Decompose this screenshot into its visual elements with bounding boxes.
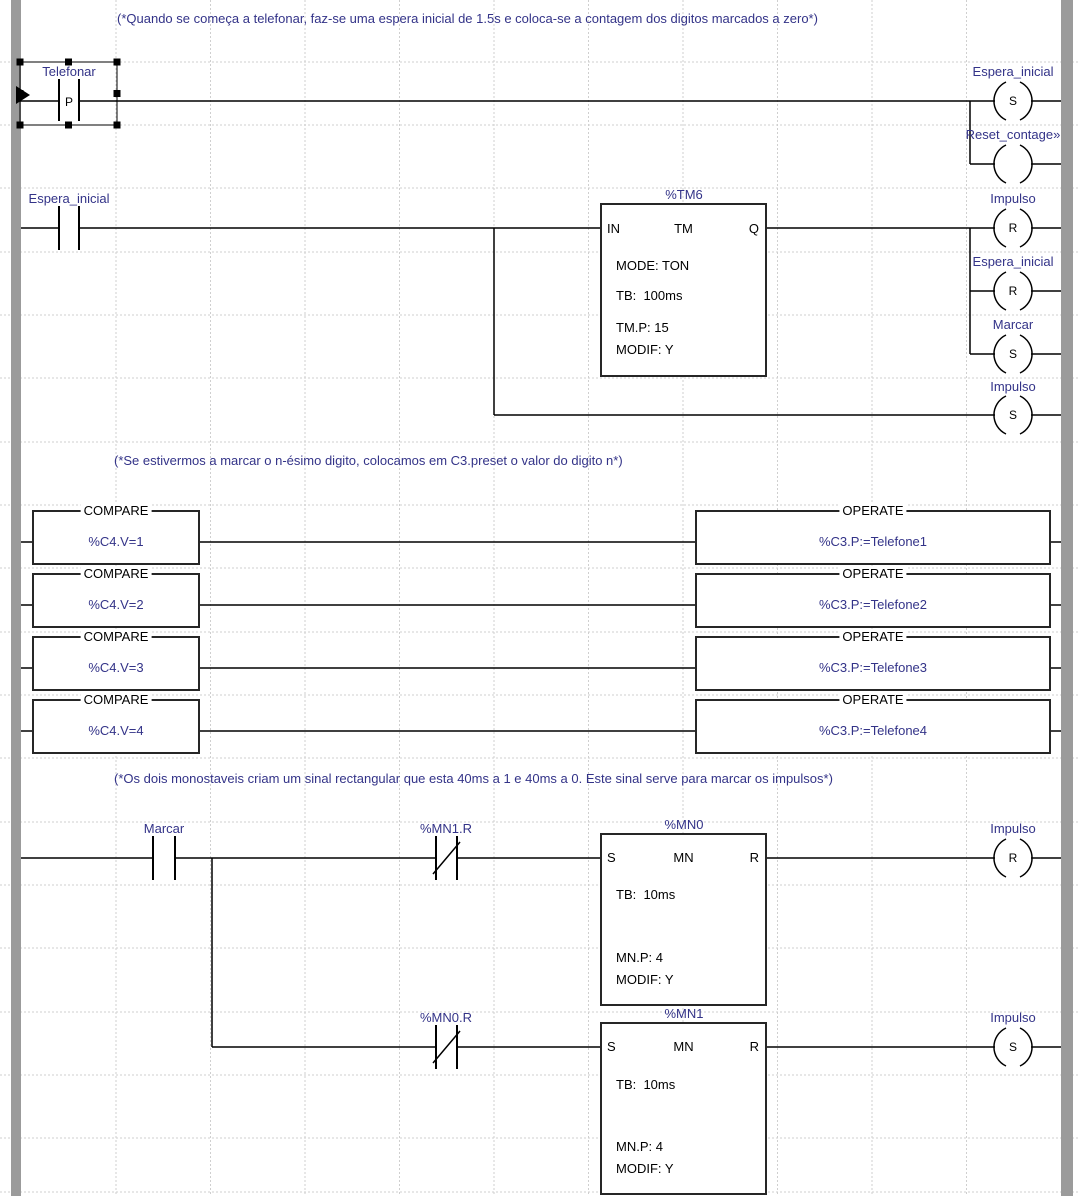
compare-operand: %C4.V=1 xyxy=(88,534,144,549)
compare-block[interactable] xyxy=(32,629,200,691)
operate-block[interactable] xyxy=(695,566,1051,628)
coil-label: Impulso xyxy=(990,379,1036,394)
coil-reset-contagem[interactable] xyxy=(994,145,1032,183)
coil-symbol: R xyxy=(1008,851,1018,865)
compare-operand: %C4.V=4 xyxy=(88,723,144,738)
block-title: %MN1 xyxy=(664,1006,704,1021)
compare-operand: %C4.V=3 xyxy=(88,660,144,675)
param-timebase: TB: 100ms xyxy=(616,288,683,303)
coil-label: Espera_inicial xyxy=(972,64,1054,79)
param-modif: MODIF: Y xyxy=(616,972,674,987)
coil-arc xyxy=(1020,839,1032,877)
contact-slash xyxy=(433,842,460,874)
param-mode: MODE: TON xyxy=(616,258,690,273)
coil-arc xyxy=(994,145,1006,183)
operate-operand: %C3.P:=Telefone4 xyxy=(818,723,928,738)
selection-handle[interactable] xyxy=(114,90,121,97)
coil-arc xyxy=(994,396,1006,434)
contact-label: %MN1.R xyxy=(419,821,473,836)
contact-label: Telefonar xyxy=(42,64,96,79)
operate-header: OPERATE xyxy=(839,629,906,645)
operate-block[interactable] xyxy=(695,692,1051,754)
coil-symbol: R xyxy=(1008,284,1018,298)
compare-operand: %C4.V=2 xyxy=(88,597,144,612)
coil-arc xyxy=(1020,82,1032,120)
selection-handle[interactable] xyxy=(17,59,24,66)
operate-header: OPERATE xyxy=(839,503,906,519)
coil-arc xyxy=(994,209,1006,247)
coil-symbol: S xyxy=(1008,1040,1018,1054)
pin-label-r: R xyxy=(749,1039,759,1054)
pin-label-q: Q xyxy=(748,221,759,236)
nc-contact-mn1r-symbol[interactable] xyxy=(433,836,460,880)
selection-handle[interactable] xyxy=(17,122,24,129)
compare-block[interactable] xyxy=(32,503,200,565)
operate-block[interactable] xyxy=(695,629,1051,691)
coil-symbol: R xyxy=(1008,221,1018,235)
contact-marcar-symbol[interactable] xyxy=(153,836,175,880)
right-power-rail xyxy=(1061,0,1073,1196)
contact-label: Marcar xyxy=(143,821,185,836)
monostable-block-mn1[interactable] xyxy=(600,1022,767,1195)
compare-header: COMPARE xyxy=(81,566,152,582)
operate-operand: %C3.P:=Telefone3 xyxy=(818,660,928,675)
coil-arc xyxy=(1020,145,1032,183)
param-timebase: TB: 10ms xyxy=(616,887,676,902)
operate-header: OPERATE xyxy=(839,566,906,582)
coil-arc xyxy=(994,1028,1006,1066)
selection-handle[interactable] xyxy=(65,122,72,129)
coil-symbol: S xyxy=(1008,94,1018,108)
block-title: %MN0 xyxy=(664,817,704,832)
operate-operand: %C3.P:=Telefone2 xyxy=(818,597,928,612)
coil-arc xyxy=(1020,209,1032,247)
coil-label: Marcar xyxy=(992,317,1034,332)
compare-block[interactable] xyxy=(32,692,200,754)
param-preset: MN.P: 4 xyxy=(616,950,663,965)
coil-arc xyxy=(1020,335,1032,373)
nc-contact-mn0r-symbol[interactable] xyxy=(433,1025,460,1069)
pin-label-in: IN xyxy=(607,221,620,236)
contact-label: %MN0.R xyxy=(419,1010,473,1025)
coil-label: Espera_inicial xyxy=(972,254,1054,269)
coil-arc xyxy=(994,272,1006,310)
coil-arc xyxy=(994,82,1006,120)
contact-espera-inicial-symbol[interactable] xyxy=(59,206,79,250)
contact-label: Espera_inicial xyxy=(28,191,110,206)
operate-operand: %C3.P:=Telefone1 xyxy=(818,534,928,549)
block-title: %TM6 xyxy=(665,187,703,202)
rung-comment[interactable]: (*Os dois monostaveis criam um sinal rectangular que esta 40ms a 1 e 40ms a 0. Este sinal serve para marcar os impulsos*) xyxy=(114,771,833,786)
coil-symbol: S xyxy=(1008,408,1018,422)
param-preset: TM.P: 15 xyxy=(616,320,669,335)
coil-symbol: S xyxy=(1008,347,1018,361)
block-fn-label: TM xyxy=(674,221,693,236)
param-modif: MODIF: Y xyxy=(616,342,674,357)
pin-label-s: S xyxy=(607,1039,616,1054)
coil-label: Reset_contage» xyxy=(965,127,1061,142)
coil-label: Impulso xyxy=(990,1010,1036,1025)
timer-block-tm6[interactable] xyxy=(600,203,767,377)
block-fn-label: MN xyxy=(673,850,694,865)
coil-arc xyxy=(1020,1028,1032,1066)
coil-arc xyxy=(1020,396,1032,434)
left-power-rail xyxy=(11,0,21,1196)
param-preset: MN.P: 4 xyxy=(616,1139,663,1154)
compare-header: COMPARE xyxy=(81,629,152,645)
monostable-block-mn0[interactable] xyxy=(600,833,767,1006)
rung-comment[interactable]: (*Se estivermos a marcar o n-ésimo digito, colocamos em C3.preset o valor do digito n*) xyxy=(114,453,623,468)
selection-handle[interactable] xyxy=(114,59,121,66)
param-modif: MODIF: Y xyxy=(616,1161,674,1176)
contact-modifier-p: P xyxy=(64,95,74,109)
selection-handle[interactable] xyxy=(114,122,121,129)
operate-header: OPERATE xyxy=(839,692,906,708)
compare-block[interactable] xyxy=(32,566,200,628)
coil-arc xyxy=(1020,272,1032,310)
coil-label: Impulso xyxy=(990,191,1036,206)
pin-label-s: S xyxy=(607,850,616,865)
compare-header: COMPARE xyxy=(81,692,152,708)
coil-arc xyxy=(994,335,1006,373)
operate-block[interactable] xyxy=(695,503,1051,565)
block-fn-label: MN xyxy=(673,1039,694,1054)
param-timebase: TB: 10ms xyxy=(616,1077,676,1092)
rung-comment[interactable]: (*Quando se começa a telefonar, faz-se uma espera inicial de 1.5s e coloca-se a contagem dos digitos marcados a zero*) xyxy=(117,11,818,26)
coil-label: Impulso xyxy=(990,821,1036,836)
coil-arc xyxy=(994,839,1006,877)
compare-header: COMPARE xyxy=(81,503,152,519)
contact-slash xyxy=(433,1031,460,1063)
pin-label-r: R xyxy=(749,850,759,865)
